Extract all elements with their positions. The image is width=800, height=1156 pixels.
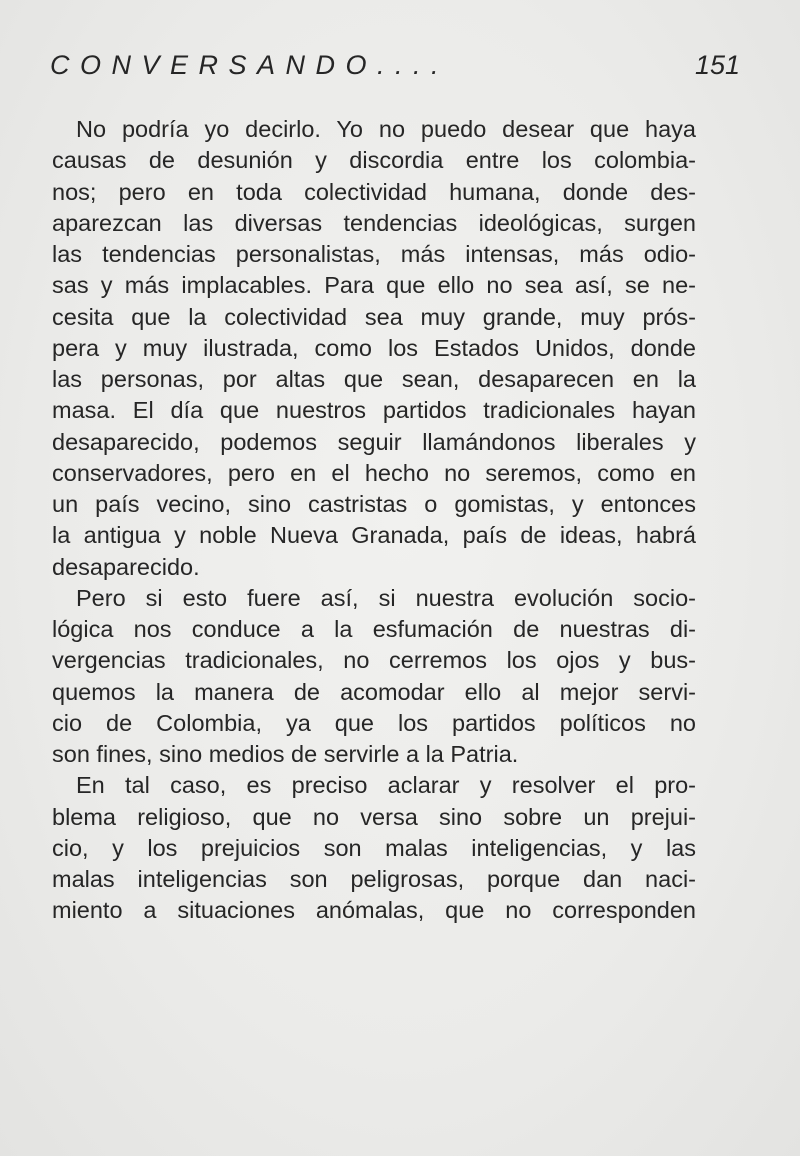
- body-text: [52, 114, 696, 927]
- text-line: desaparecido.: [52, 553, 200, 580]
- running-head: [50, 50, 740, 90]
- page-number: 151: [694, 50, 740, 80]
- text-line: En tal caso, es preciso aclarar y resolver el pro-: [76, 772, 696, 799]
- text-line: desaparecido, podemos seguir llamándonos liberales y: [52, 428, 696, 455]
- text-line: cesita que la colectividad sea muy grande, muy prós-: [52, 303, 696, 330]
- text-line: conservadores, pero en el hecho no seremos, como en: [52, 459, 696, 486]
- text-line: sas y más implacables. Para que ello no sea así, se ne-: [52, 272, 696, 299]
- text-line: cio, y los prejuicios son malas inteligencias, y las: [52, 834, 696, 861]
- text-line: un país vecino, sino castristas o gomistas, y entonces: [52, 491, 696, 517]
- text-line: cio de Colombia, ya que los partidos políticos no: [52, 709, 696, 736]
- text-line: aparezcan las diversas tendencias ideológicas, surgen: [52, 209, 696, 236]
- text-line: las personas, por altas que sean, desaparecen en la: [52, 366, 696, 392]
- text-line: la antigua y noble Nueva Granada, país de ideas, habrá: [52, 522, 696, 549]
- text-line: nos; pero en toda colectividad humana, donde des-: [52, 178, 696, 205]
- text-line: son fines, sino medios de servirle a la Patria.: [52, 741, 519, 767]
- text-line: miento a situaciones anómalas, que no corresponden: [52, 897, 696, 924]
- running-head-title: CONVERSANDO....: [50, 50, 450, 80]
- text-line: las tendencias personalistas, más intensas, más odio-: [52, 241, 696, 267]
- text-line: blema religioso, que no versa sino sobre un prejui-: [52, 803, 696, 830]
- text-line: quemos la manera de acomodar ello al mejor servi-: [52, 678, 696, 705]
- text-line: lógica nos conduce a la esfumación de nuestras di-: [52, 616, 696, 642]
- paragraph: [52, 114, 696, 583]
- paragraph: [52, 583, 696, 771]
- text-line: No podría yo decirlo. Yo no puedo desear que haya: [76, 116, 696, 142]
- text-line: Pero si esto fuere así, si nuestra evolución socio-: [76, 584, 696, 611]
- text-line: masa. El día que nuestros partidos tradicionales hayan: [52, 397, 696, 424]
- text-line: vergencias tradicionales, no cerremos los ojos y bus-: [52, 647, 696, 674]
- text-line: causas de desunión y discordia entre los colombia-: [52, 147, 696, 174]
- paragraph: [52, 770, 696, 926]
- text-line: malas inteligencias son peligrosas, porque dan naci-: [52, 866, 696, 892]
- text-line: pera y muy ilustrada, como los Estados Unidos, donde: [52, 334, 696, 361]
